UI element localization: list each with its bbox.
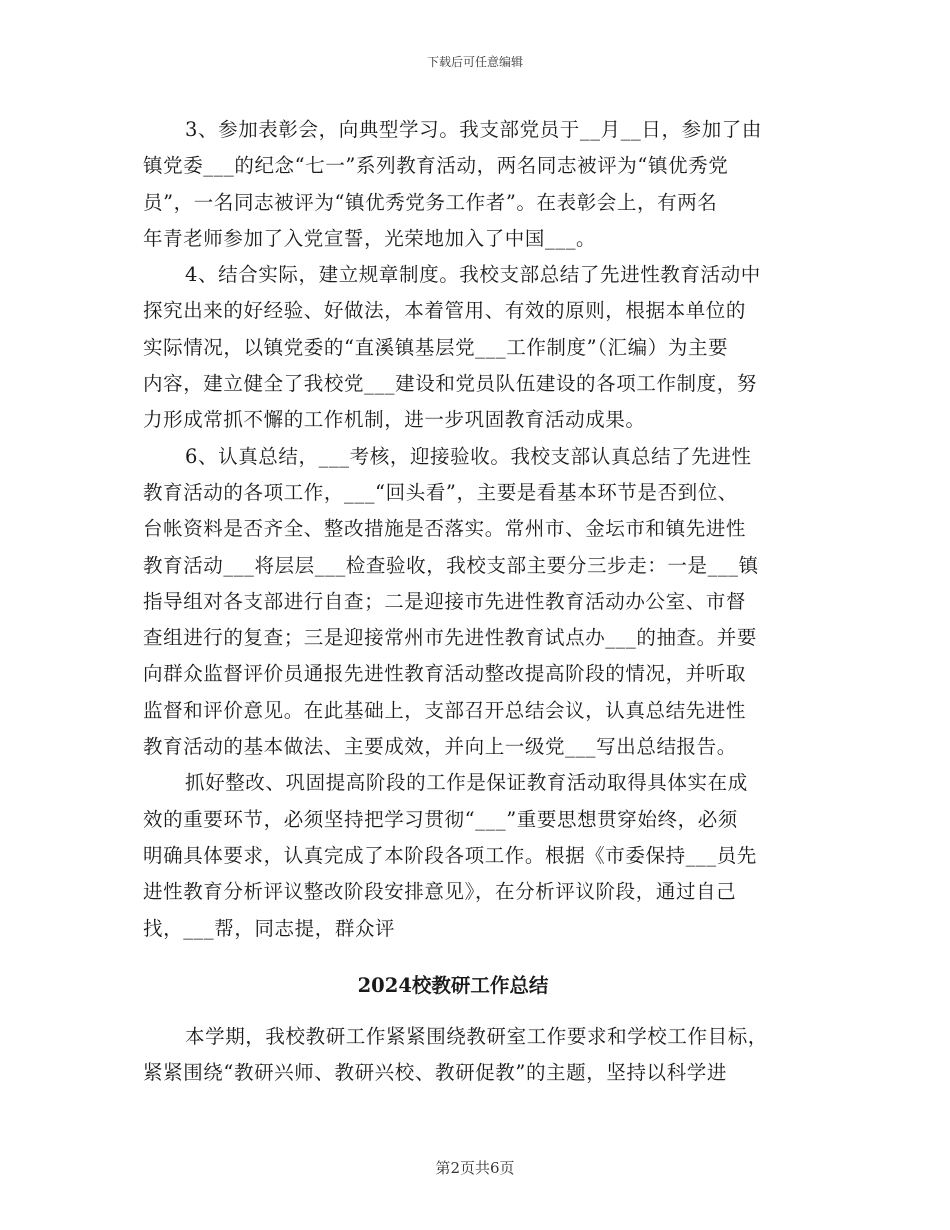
- text-line: 探究出来的好经验、好做法，本着管用、有效的原则，根据本单位的: [143, 299, 747, 323]
- text-line: 进性教育分析评议整改阶段安排意见》，在分析评议阶段，通过自己: [143, 880, 737, 904]
- text-line: 指导组对各支部进行自查；二是迎接市先进性教育活动办公室、市督: [143, 589, 747, 613]
- paragraph-summary-acceptance: [143, 439, 813, 766]
- text-line: 3、参加表彰会，向典型学习。我支部党员于__月__日，参加了由: [185, 118, 763, 141]
- text-line: 内容，建立健全了我校党___建设和党员队伍建设的各项工作制度，努: [143, 372, 757, 396]
- page-header: 下载后可任意编辑: [426, 55, 523, 69]
- document-body: [143, 112, 813, 1091]
- text-line: 查组进行的复查；三是迎接常州市先进性教育试点办___的抽查。并要: [143, 626, 757, 650]
- text-line: 教育活动___将层层___检查验收，我校支部主要分三步走：一是___镇: [143, 553, 759, 577]
- text-line: 4、结合实际，建立规章制度。我校支部总结了先进性教育活动中: [185, 263, 761, 287]
- text-line: 6、认真总结，___考核，迎接验收。我校支部认真总结了先进性: [185, 444, 752, 468]
- text-line: 力形成常抓不懈的工作机制，进一步巩固教育活动成果。: [143, 408, 646, 432]
- paragraph-intro: [143, 1019, 813, 1092]
- text-line: 明确具体要求，认真完成了本阶段各项工作。根据《市委保持___员先: [143, 843, 757, 867]
- text-line: 本学期，我校教研工作紧紧围绕教研室工作要求和学校工作目标，: [185, 1024, 768, 1048]
- text-line: 员”，一名同志被评为“镇优秀党务工作者”。在表彰会上，有两名: [143, 190, 718, 214]
- text-line: 实际情况，以镇党委的“直溪镇基层党___工作制度”（汇编）为主要: [143, 335, 729, 359]
- text-line: 紧紧围绕“教研兴师、教研兴校、教研促教”的主题，坚持以科学进: [143, 1061, 727, 1085]
- text-line: 监督和评价意见。在此基础上，支部召开总结会议，认真总结先进性: [143, 698, 747, 722]
- paragraph-rectification: [143, 765, 813, 946]
- text-line: 找，___帮，同志提，群众评: [143, 916, 396, 940]
- section-title: 2024校教研工作总结: [357, 973, 549, 997]
- paragraph-regulations: [143, 257, 813, 438]
- text-line: 年青老师参加了入党宣誓，光荣地加入了中国___。: [143, 226, 597, 250]
- text-line: 台帐资料是否齐全、整改措施是否落实。常州市、金坛市和镇先进性: [143, 517, 747, 541]
- text-line: 镇党委___的纪念“七一”系列教育活动，两名同志被评为“镇优秀党: [143, 154, 729, 178]
- text-line: 教育活动的基本做法、主要成效，并向上一级党___写出总结报告。: [143, 735, 737, 759]
- page-footer: 第2页共6页: [435, 1159, 515, 1177]
- text-line: 教育活动的各项工作，___“回头看”，主要是看基本环节是否到位、: [143, 480, 738, 504]
- text-line: 抓好整改、巩固提高阶段的工作是保证教育活动取得具体实在成: [185, 771, 748, 795]
- text-line: 向群众监督评价员通报先进性教育活动整改提高阶段的情况，并听取: [143, 662, 747, 686]
- text-line: 效的重要环节，必须坚持把学习贯彻“___”重要思想贯穿始终，必须: [143, 807, 738, 831]
- paragraph-commendation: [143, 112, 813, 257]
